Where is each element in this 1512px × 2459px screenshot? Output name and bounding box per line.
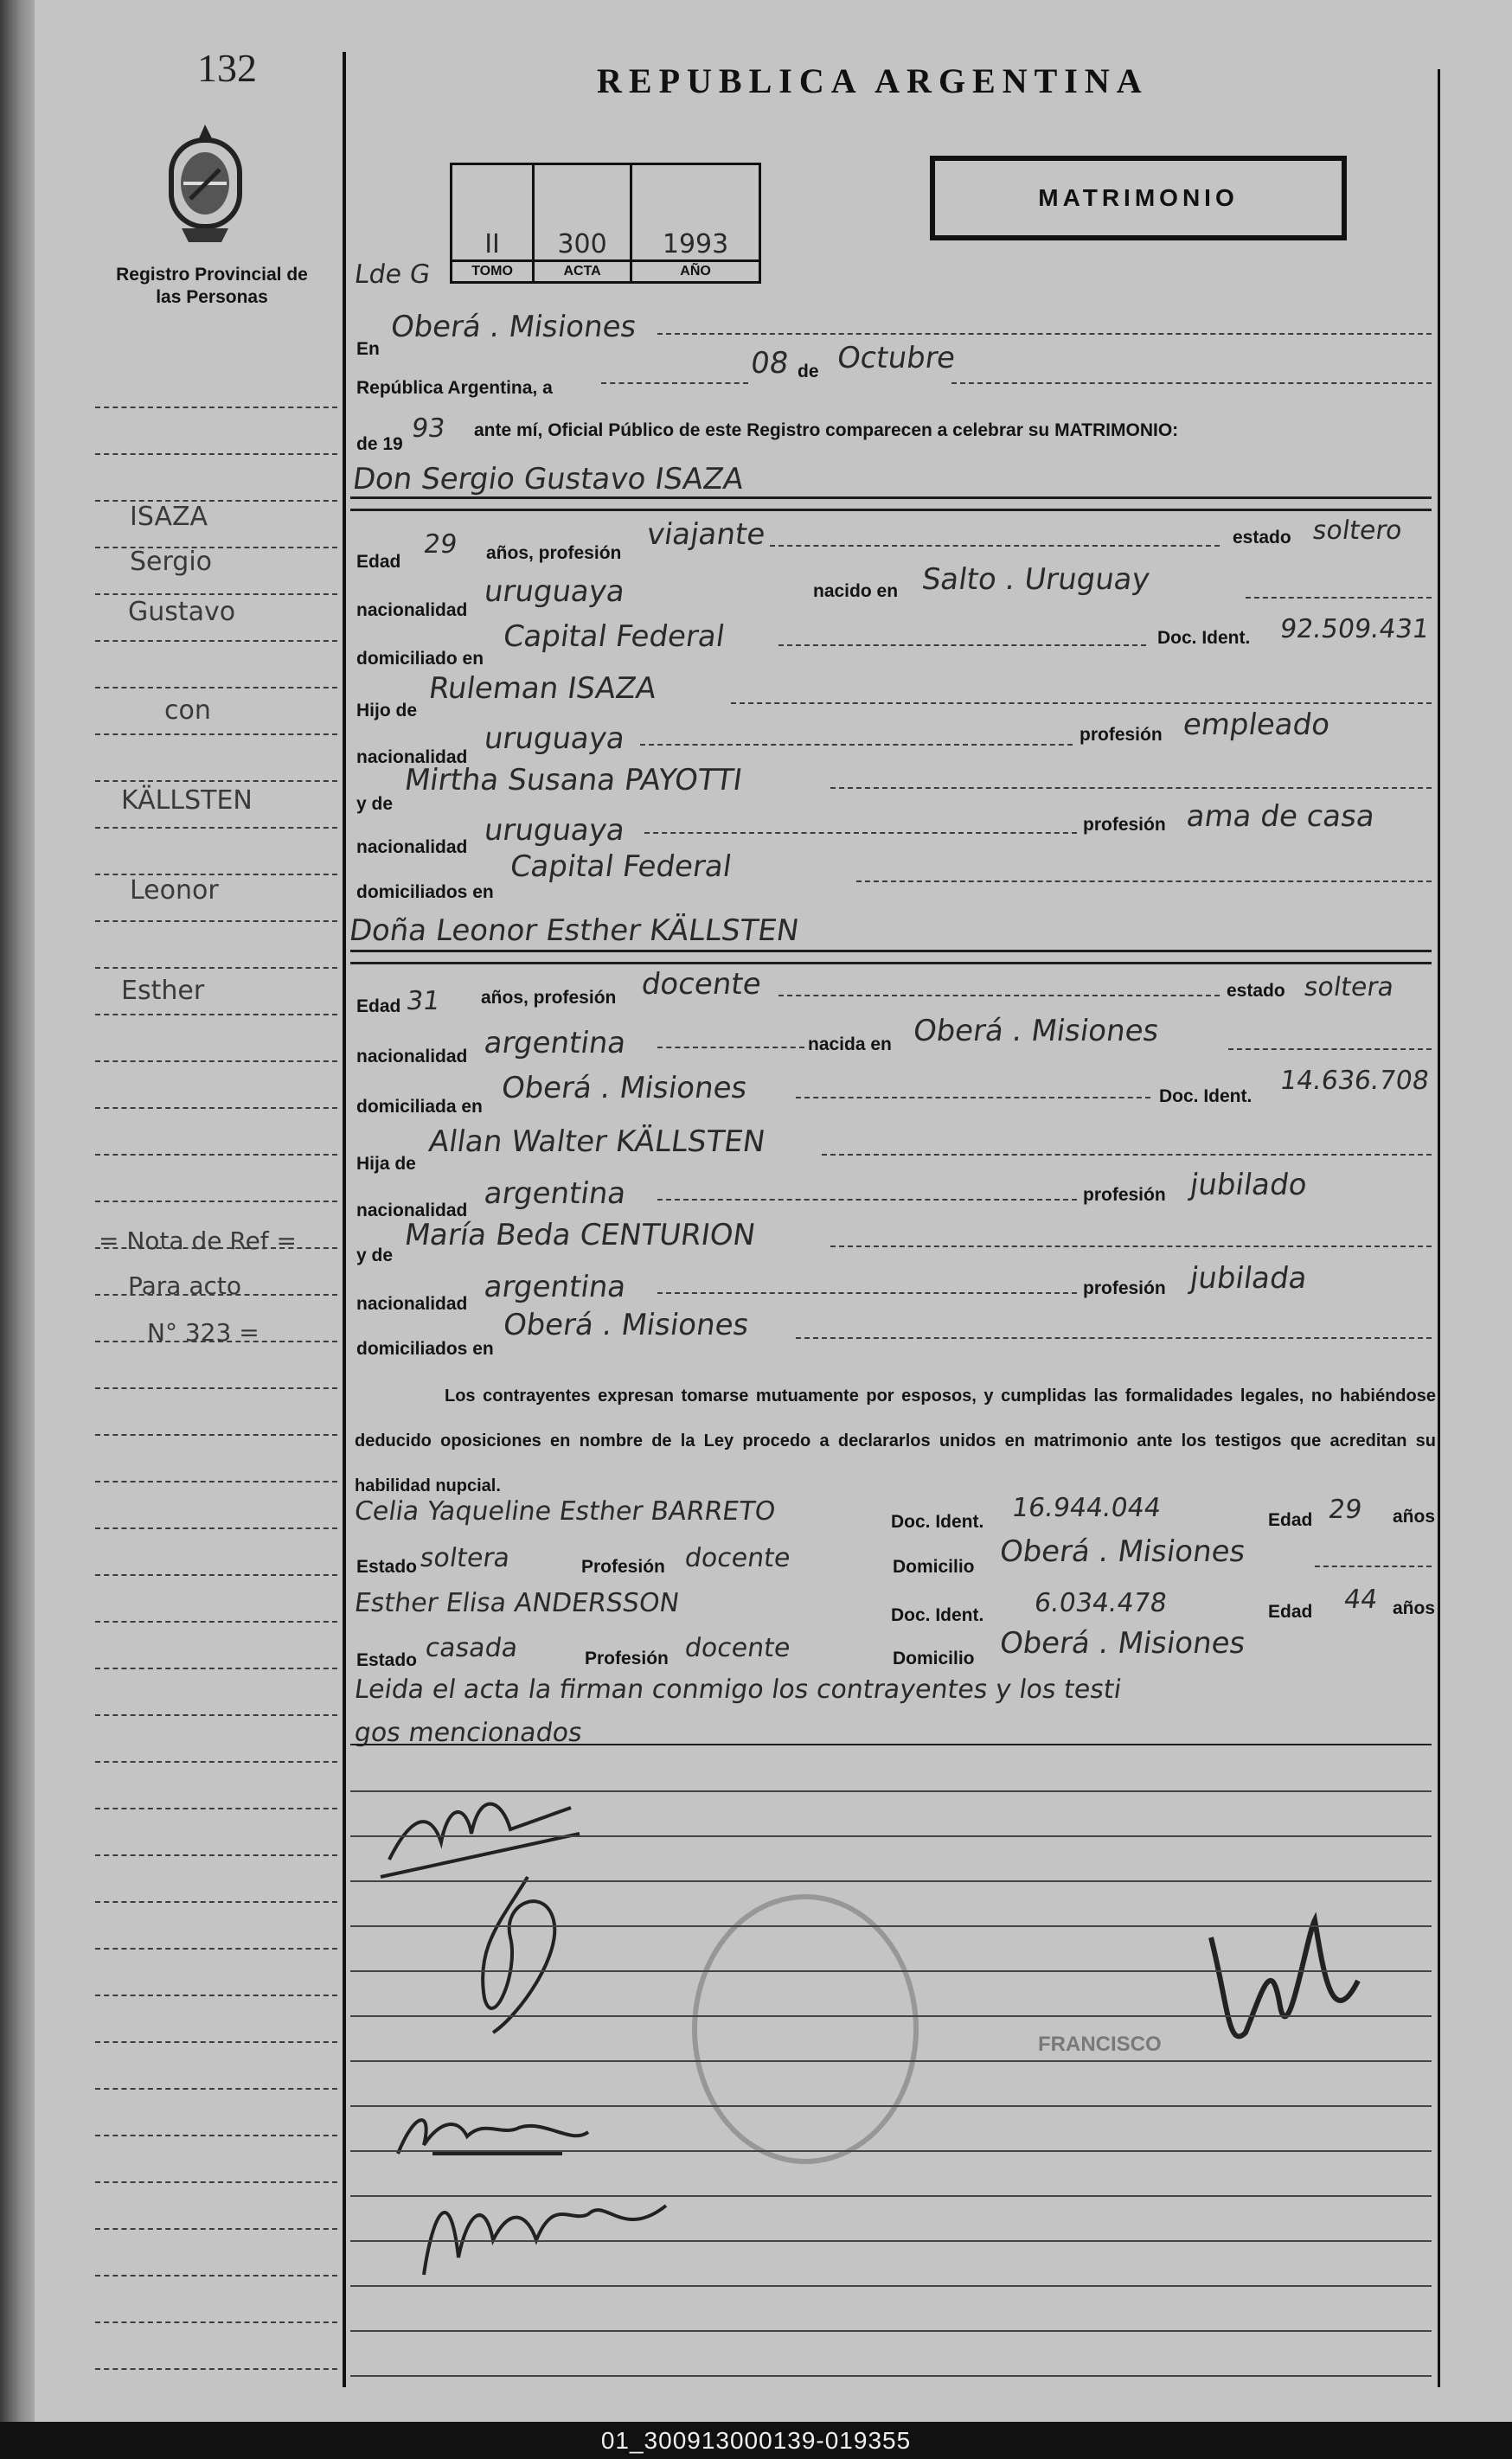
margin-ruled-line [95, 1527, 337, 1529]
bride-profession-label: años, profesión [481, 988, 617, 1008]
bride-doc-label: Doc. Ident. [1159, 1086, 1253, 1106]
groom-father-nationality: uruguaya [482, 721, 627, 756]
place-rule [657, 333, 1432, 335]
body-ruled-line [350, 2195, 1432, 2197]
bride-mother-profession: jubilada [1188, 1261, 1310, 1296]
acta-cell [534, 164, 631, 283]
closing-rule [350, 1744, 1432, 1745]
anio-label: AÑO [632, 259, 759, 281]
right-border-line [1438, 69, 1440, 2387]
bride-age: 31 [404, 986, 442, 1016]
anio-value: 1993 [662, 229, 729, 259]
body-ruled-line [350, 2375, 1432, 2377]
witness-2-age-label: Edad [1268, 1602, 1313, 1622]
margin-ruled-line [95, 1948, 337, 1950]
date-rule-a [601, 382, 748, 384]
margin-ruled-line [95, 593, 337, 595]
signature-witness-2 [398, 2162, 683, 2292]
bride-domicile-rule [796, 1097, 1150, 1098]
margin-ruled-line [95, 780, 337, 782]
margin-conjunction: con [164, 695, 211, 726]
groom-domicile: Capital Federal [501, 619, 727, 654]
witness-2-domicile: Oberá . Misiones [997, 1626, 1248, 1661]
bride-domicile: Oberá . Misiones [499, 1071, 750, 1105]
groom-mother-nationality: uruguaya [482, 813, 627, 848]
bride-parents-dom-label: domiciliados en [356, 1339, 494, 1359]
groom-mother-name: Mirtha Susana PAYOTTI [402, 763, 745, 797]
bride-full-name: Doña Leonor Esther KÄLLSTEN [347, 913, 802, 948]
margin-ruled-line [95, 967, 337, 969]
groom-parents-dom-rule [856, 881, 1432, 882]
margin-ruled-line [95, 1154, 337, 1156]
bride-mother-name: María Beda CENTURION [402, 1218, 758, 1252]
witness-1-status: soltera [418, 1543, 512, 1573]
coat-of-arms-icon [164, 121, 247, 251]
witness-1-status-label: Estado [356, 1557, 418, 1577]
margin-ruled-line [95, 2041, 337, 2043]
ceremony-place: Oberá . Misiones [388, 310, 639, 344]
margin-given-name-3: Leonor [130, 875, 219, 906]
witness-1-profession: docente [682, 1543, 793, 1573]
body-ruled-line [350, 1970, 1432, 1972]
bride-father-nationality: argentina [482, 1176, 629, 1211]
bride-name-rule [350, 950, 1432, 952]
witness-2-profession: docente [682, 1633, 793, 1663]
margin-ruled-line [95, 1201, 337, 1202]
bride-parents-domicile: Oberá . Misiones [501, 1308, 752, 1342]
bride-father-name: Allan Walter KÄLLSTEN [426, 1124, 768, 1159]
margin-ruled-line [95, 1434, 337, 1436]
margin-ruled-line [95, 1574, 337, 1576]
body-ruled-line [350, 1835, 1432, 1837]
margin-ruled-line [95, 1387, 337, 1389]
witness-2-doc-label: Doc. Ident. [891, 1605, 984, 1625]
tomo-cell [452, 164, 534, 283]
date-rule-b [951, 382, 1432, 384]
witness-2-prof-label: Profesión [585, 1649, 669, 1668]
groom-mother-rule [830, 787, 1432, 789]
groom-father-nat-rule [640, 744, 1073, 746]
groom-age: 29 [421, 529, 459, 560]
bride-mother-nat-label: nacionalidad [356, 1294, 468, 1314]
margin-ruled-line [95, 1014, 337, 1015]
margin-ruled-line [95, 500, 337, 502]
margin-note-line-1: = Nota de Ref = [99, 1226, 298, 1255]
body-ruled-line [350, 2015, 1432, 2017]
ceremony-year: 93 [409, 413, 447, 444]
ceremony-day: 08 [748, 346, 791, 381]
witness-1-dom-rule [1315, 1566, 1432, 1567]
groom-nationality: uruguaya [482, 574, 627, 609]
tomo-label: TOMO [452, 259, 532, 281]
record-type-box: MATRIMONIO [930, 156, 1347, 240]
bride-domicile-label: domiciliada en [356, 1097, 483, 1117]
margin-ruled-line [95, 453, 337, 455]
witness-1-doc: 16.944.044 [1009, 1493, 1163, 1523]
margin-ruled-line [95, 2088, 337, 2090]
witness-2-status-label: Estado [356, 1650, 418, 1670]
bride-status-label: estado [1227, 981, 1285, 1001]
bride-mother-rule [830, 1246, 1432, 1247]
bride-profession: docente [639, 967, 764, 1002]
margin-ruled-line [95, 2135, 337, 2136]
groom-doc-ident: 92.509.431 [1278, 614, 1432, 644]
groom-profession-rule [770, 545, 1220, 547]
closing-line-2: gos mencionados [352, 1718, 585, 1748]
bride-father-rule [822, 1154, 1432, 1156]
bride-civil-status: soltera [1302, 972, 1396, 1002]
groom-mother-prof-label: profesión [1083, 815, 1166, 835]
groom-father-prof-label: profesión [1080, 725, 1163, 745]
groom-name-rule-2 [350, 509, 1432, 511]
margin-ruled-line [95, 1761, 337, 1763]
groom-birthplace-rule [1246, 597, 1432, 599]
witness-2-name: Esther Elisa ANDERSSON [352, 1588, 682, 1618]
bride-parents-dom-rule [796, 1337, 1432, 1339]
witness-2-doc: 6.034.478 [1032, 1588, 1169, 1618]
bride-birthplace: Oberá . Misiones [911, 1014, 1162, 1048]
groom-age-label: Edad [356, 552, 401, 572]
margin-given-name-4: Esther [121, 976, 205, 1006]
bride-nationality-rule [657, 1047, 804, 1048]
witness-1-name: Celia Yaqueline Esther BARRETO [352, 1496, 778, 1527]
margin-ruled-line [95, 2228, 337, 2230]
margin-surname-groom: ISAZA [130, 502, 208, 532]
anio-cell [631, 164, 760, 283]
bride-father-profession: jubilado [1188, 1168, 1310, 1202]
witness-1-prof-label: Profesión [581, 1557, 665, 1577]
margin-ruled-line [95, 1621, 337, 1623]
margin-ruled-line [95, 640, 337, 642]
margin-ruled-line [95, 2368, 337, 2370]
image-identifier-footer: 01_300913000139-019355 [0, 2422, 1512, 2459]
margin-ruled-line [95, 2321, 337, 2323]
margin-ruled-line [95, 1341, 337, 1342]
body-ruled-line [350, 2285, 1432, 2287]
bride-father-prof-label: profesión [1083, 1185, 1166, 1205]
margin-ruled-line [95, 1060, 337, 1062]
margin-ruled-line [95, 1714, 337, 1716]
witness-2-dom-label: Domicilio [893, 1649, 975, 1668]
witness-1-dom-label: Domicilio [893, 1557, 975, 1577]
witness-1-doc-label: Doc. Ident. [891, 1512, 984, 1532]
groom-domicile-rule [778, 644, 1146, 646]
margin-ruled-line [95, 1854, 337, 1856]
margin-ruled-line [95, 1481, 337, 1482]
margin-ruled-line [95, 1995, 337, 1996]
body-ruled-line [350, 2150, 1432, 2152]
witness-1-anos: años [1393, 1507, 1436, 1527]
margin-divider-line [343, 52, 346, 2387]
witness-2-anos: años [1393, 1598, 1436, 1618]
bride-father-label: Hija de [356, 1154, 416, 1174]
groom-mother-nat-rule [644, 832, 1077, 834]
bride-mother-prof-label: profesión [1083, 1278, 1166, 1298]
groom-nationality-label: nacionalidad [356, 600, 468, 620]
acta-label: ACTA [535, 259, 630, 281]
margin-ruled-line [95, 1901, 337, 1903]
register-box [450, 163, 761, 284]
signature-official [1194, 1903, 1367, 2076]
groom-father-rule [731, 702, 1432, 704]
margin-given-name-2: Gustavo [128, 597, 236, 627]
groom-status-label: estado [1233, 528, 1291, 548]
body-ruled-line [350, 2240, 1432, 2242]
official-stamp [692, 1894, 919, 2164]
bride-name-rule-2 [350, 962, 1432, 964]
margin-ruled-line [95, 1808, 337, 1809]
bride-birthplace-label: nacida en [808, 1034, 892, 1054]
margin-ruled-line [95, 1294, 337, 1296]
margin-ruled-line [95, 827, 337, 829]
witness-1-domicile: Oberá . Misiones [997, 1534, 1248, 1569]
year-prefix: de 19 [356, 434, 403, 454]
margin-ruled-line [95, 547, 337, 548]
margin-given-name-1: Sergio [130, 547, 213, 577]
groom-birthplace-label: nacido en [813, 581, 899, 601]
opening-statement: ante mí, Oficial Público de este Registro comparecen a celebrar su MATRIMONIO: [474, 420, 1179, 440]
groom-father-nat-label: nacionalidad [356, 747, 468, 767]
acta-value: 300 [557, 229, 607, 259]
margin-ruled-line [95, 2181, 337, 2183]
registry-office-label: Registro Provincial de las Personas [116, 265, 308, 307]
bride-nationality-label: nacionalidad [356, 1047, 468, 1066]
country-title: REPUBLICA ARGENTINA [597, 61, 1149, 100]
groom-parents-dom-label: domiciliados en [356, 882, 494, 902]
margin-ruled-line [95, 1107, 337, 1109]
body-ruled-line [350, 2060, 1432, 2062]
witness-2-age: 44 [1342, 1585, 1380, 1615]
margin-note-line-2: Para acto [128, 1271, 242, 1300]
groom-father-profession: empleado [1181, 708, 1333, 742]
groom-mother-profession: ama de casa [1184, 799, 1377, 834]
bride-doc-ident: 14.636.708 [1278, 1066, 1432, 1096]
bride-father-nat-rule [657, 1199, 1077, 1201]
groom-civil-status: soltero [1310, 515, 1405, 546]
witness-1-age: 29 [1326, 1495, 1364, 1525]
groom-domicile-label: domiciliado en [356, 649, 484, 669]
bride-birthplace-rule [1228, 1048, 1432, 1050]
bride-mother-nationality: argentina [482, 1270, 629, 1304]
groom-mother-label: y de [356, 794, 394, 814]
groom-full-name: Don Sergio Gustavo ISAZA [350, 462, 746, 496]
groom-father-label: Hijo de [356, 701, 418, 720]
ceremony-month: Octubre [835, 341, 958, 375]
groom-profession-label: años, profesión [486, 543, 622, 563]
bride-profession-rule [778, 995, 1220, 996]
margin-note: Lde G [352, 259, 432, 290]
margin-surname-bride: KÄLLSTEN [121, 785, 253, 816]
margin-ruled-line [95, 733, 337, 735]
date-de-label: de [798, 362, 819, 381]
groom-parents-domicile: Capital Federal [508, 849, 734, 884]
groom-mother-nat-label: nacionalidad [356, 837, 468, 857]
en-label: En [356, 339, 380, 359]
page-number: 132 [197, 46, 257, 90]
groom-name-rule [350, 496, 1432, 499]
book-binding [0, 0, 35, 2422]
margin-ruled-line [95, 687, 337, 688]
bride-nationality: argentina [482, 1026, 629, 1060]
body-ruled-line [350, 2330, 1432, 2332]
closing-line-1: Leida el acta la firman conmigo los contrayentes y los testi [352, 1675, 1124, 1705]
stamp-text: FRANCISCO [1038, 2033, 1162, 2056]
body-ruled-line [350, 2105, 1432, 2107]
tomo-value: II [484, 229, 500, 259]
bride-father-nat-label: nacionalidad [356, 1201, 468, 1220]
bride-mother-nat-rule [657, 1292, 1077, 1294]
republica-label: República Argentina, a [356, 378, 553, 398]
witness-1-age-label: Edad [1268, 1510, 1313, 1530]
bride-mother-label: y de [356, 1246, 394, 1265]
margin-ruled-line [95, 1668, 337, 1669]
witness-2-status: casada [423, 1633, 520, 1663]
declaration-text: Los contrayentes expresan tomarse mutuamente por esposos, y cumplidas las formalidades legales, no habiéndose deducido oposiciones en nombre de la Ley procedo a declararlos unidos en matrimonio ante los testigos que acreditan su habilidad nupcial. [355, 1386, 1436, 1495]
groom-father-name: Ruleman ISAZA [426, 671, 659, 706]
margin-note-line-3: N° 323 = [147, 1318, 259, 1347]
margin-ruled-line [95, 407, 337, 408]
margin-ruled-line [95, 2275, 337, 2276]
margin-ruled-line [95, 1247, 337, 1249]
body-ruled-line [350, 1925, 1432, 1927]
margin-ruled-line [95, 920, 337, 922]
margin-ruled-line [95, 874, 337, 875]
body-ruled-line [350, 1790, 1432, 1792]
body-ruled-line [350, 1880, 1432, 1882]
bride-age-label: Edad [356, 996, 401, 1016]
groom-doc-label: Doc. Ident. [1157, 628, 1251, 648]
groom-birthplace: Salto . Uruguay [919, 562, 1152, 597]
groom-profession: viajante [644, 517, 768, 552]
